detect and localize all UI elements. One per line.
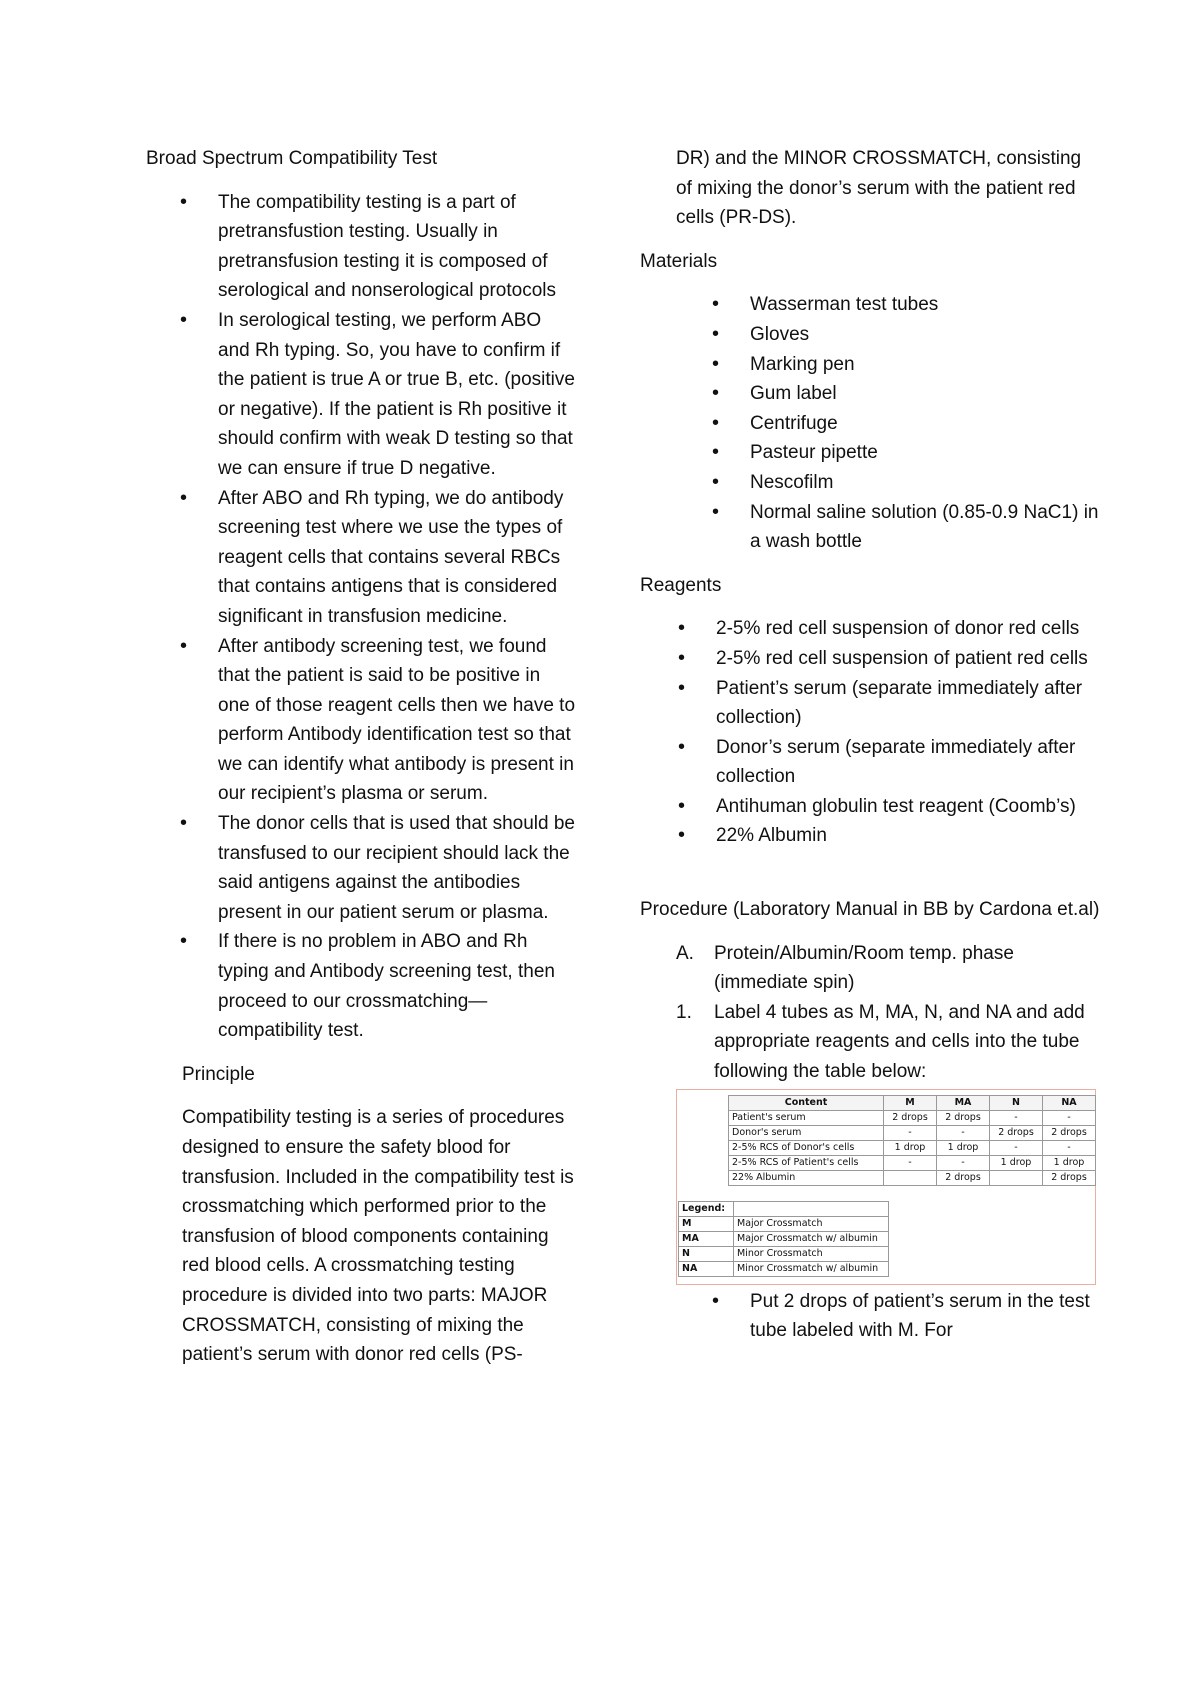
legend-value: Major Crossmatch [734, 1216, 889, 1231]
item-text: Protein/Albumin/Room temp. phase (immediate spin) [714, 942, 1014, 994]
legend-title: Legend: [679, 1201, 734, 1216]
table-cell: - [937, 1155, 990, 1170]
legend-key: NA [679, 1261, 734, 1276]
table-row [679, 1261, 889, 1276]
table-cell: - [884, 1125, 937, 1140]
table-cell [734, 1201, 889, 1216]
table-cell: 2 drops [937, 1170, 990, 1185]
right-column [640, 144, 1100, 1346]
list-item: • The donor cells that is used that should be transfused to our recipient should lack the said antigens against the antibodies present in our patient serum or plasma. [146, 809, 576, 927]
legend-table [678, 1201, 889, 1277]
table-cell: - [937, 1125, 990, 1140]
list-item: • After antibody screening test, we found that the patient is said to be positive in one of those reagent cells then we have to perform Antibody identification test so that we can identify what antibody is present in our recipient’s plasma or serum. [146, 632, 576, 810]
table-row [679, 1231, 889, 1246]
legend-key: M [679, 1216, 734, 1231]
materials-heading: Materials [640, 250, 718, 272]
table-cell: 1 drop [884, 1140, 937, 1155]
table-row [729, 1155, 1096, 1170]
item-marker: A. [676, 942, 694, 964]
table-cell: Donor's serum [729, 1125, 884, 1140]
reagents-list [640, 614, 1100, 851]
procedure-item [640, 939, 1100, 998]
principle-paragraph: Compatibility testing is a series of procedures designed to ensure the safety blood for transfusion. Included in the compatibility test is crossmatching which performed prior to the transfusion of blood components containing red blood cells. A crossmatching testing procedure is divided into two parts: MAJOR CROSSMATCH, consisting of mixing the patient’s serum with donor red cells (PS- [182, 1107, 574, 1366]
reagent-table [728, 1095, 1096, 1186]
list-item: • Wasserman test tubes [640, 290, 1100, 320]
table-cell: - [884, 1155, 937, 1170]
legend-value: Minor Crossmatch [734, 1246, 889, 1261]
table-cell: 1 drop [990, 1155, 1043, 1170]
reagents-heading: Reagents [640, 574, 722, 596]
table-cell: 1 drop [937, 1140, 990, 1155]
table-row [729, 1170, 1096, 1185]
list-item: • In serological testing, we perform ABO and Rh typing. So, you have to confirm if the patient is true A or true B, etc. (positive or negative). If the patient is Rh positive it should confirm with weak D testing so that we can ensure if true D negative. [146, 306, 576, 484]
list-item: • Normal saline solution (0.85-0.9 NaC1) in a wash bottle [640, 498, 1100, 557]
procedure-sub-bullet: • Put 2 drops of patient’s serum in the test tube labeled with M. For [640, 1287, 1100, 1346]
table-header-cell: NA [1043, 1095, 1096, 1110]
table-row [679, 1246, 889, 1261]
list-item: • If there is no problem in ABO and Rh typing and Antibody screening test, then proceed to our crossmatching—compatibility test. [146, 927, 576, 1045]
legend-key: MA [679, 1231, 734, 1246]
table-header-row [729, 1095, 1096, 1110]
list-item: • Nescofilm [640, 468, 1100, 498]
list-item: • 22% Albumin [640, 821, 1100, 851]
table-cell: 2 drops [937, 1110, 990, 1125]
list-item: • After ABO and Rh typing, we do antibody screening test where we use the types of reagent cells that contains several RBCs that contains antigens that is considered significant in transfusion medicine. [146, 484, 576, 632]
item-text: Label 4 tubes as M, MA, N, and NA and add appropriate reagents and cells into the tube following the table below: [714, 1001, 1085, 1083]
principle-heading: Principle [182, 1063, 255, 1085]
table-cell: - [990, 1110, 1043, 1125]
table-header-cell: M [884, 1095, 937, 1110]
procedure-list [640, 939, 1100, 1087]
procedure-item [640, 998, 1100, 1087]
table-cell: 22% Albumin [729, 1170, 884, 1185]
table-cell: 2 drops [1043, 1125, 1096, 1140]
table-cell: 2-5% RCS of Donor's cells [729, 1140, 884, 1155]
list-item: • Gum label [640, 379, 1100, 409]
list-item: • Donor’s serum (separate immediately after collection [640, 733, 1100, 792]
list-item: • The compatibility testing is a part of pretransfustion testing. Usually in pretransfusion testing it is composed of serological and nonserological protocols [146, 188, 576, 306]
procedure-heading: Procedure (Laboratory Manual in BB by Cardona et.al) [640, 899, 1100, 921]
principle-continuation: DR) and the MINOR CROSSMATCH, consisting of mixing the donor’s serum with the patient red cells (PR-DS). [676, 148, 1082, 229]
item-marker: 1. [676, 1001, 692, 1023]
table-cell [990, 1170, 1043, 1185]
legend-value: Minor Crossmatch w/ albumin [734, 1261, 889, 1276]
table-cell: 2 drops [1043, 1170, 1096, 1185]
table-cell: 2-5% RCS of Patient's cells [729, 1155, 884, 1170]
list-item: • Centrifuge [640, 409, 1100, 439]
table-cell: Patient's serum [729, 1110, 884, 1125]
left-column [146, 144, 576, 1370]
table-row [679, 1216, 889, 1231]
legend-value: Major Crossmatch w/ albumin [734, 1231, 889, 1246]
materials-list [640, 290, 1100, 556]
list-item: • Antihuman globulin test reagent (Coomb’s) [640, 792, 1100, 822]
table-cell [884, 1170, 937, 1185]
list-item: • 2-5% red cell suspension of donor red cells [640, 614, 1100, 644]
table-cell: 1 drop [1043, 1155, 1096, 1170]
list-item: • Pasteur pipette [640, 438, 1100, 468]
table-row [729, 1140, 1096, 1155]
table-cell: 2 drops [990, 1125, 1043, 1140]
intro-bullet-list [146, 188, 576, 1046]
legend-key: N [679, 1246, 734, 1261]
table-cell: - [1043, 1140, 1096, 1155]
list-item: • Patient’s serum (separate immediately after collection) [640, 674, 1100, 733]
table-header-cell: Content [729, 1095, 884, 1110]
table-header-cell: N [990, 1095, 1043, 1110]
list-item: • Gloves [640, 320, 1100, 350]
list-item: • 2-5% red cell suspension of patient red cells [640, 644, 1100, 674]
table-cell: - [990, 1140, 1043, 1155]
table-header-cell: MA [937, 1095, 990, 1110]
table-cell: - [1043, 1110, 1096, 1125]
document-title: Broad Spectrum Compatibility Test [146, 148, 438, 169]
reagent-table-image [676, 1089, 1098, 1287]
table-row [729, 1110, 1096, 1125]
list-item: • Marking pen [640, 350, 1100, 380]
table-row [679, 1201, 889, 1216]
table-row [729, 1125, 1096, 1140]
table-cell: 2 drops [884, 1110, 937, 1125]
